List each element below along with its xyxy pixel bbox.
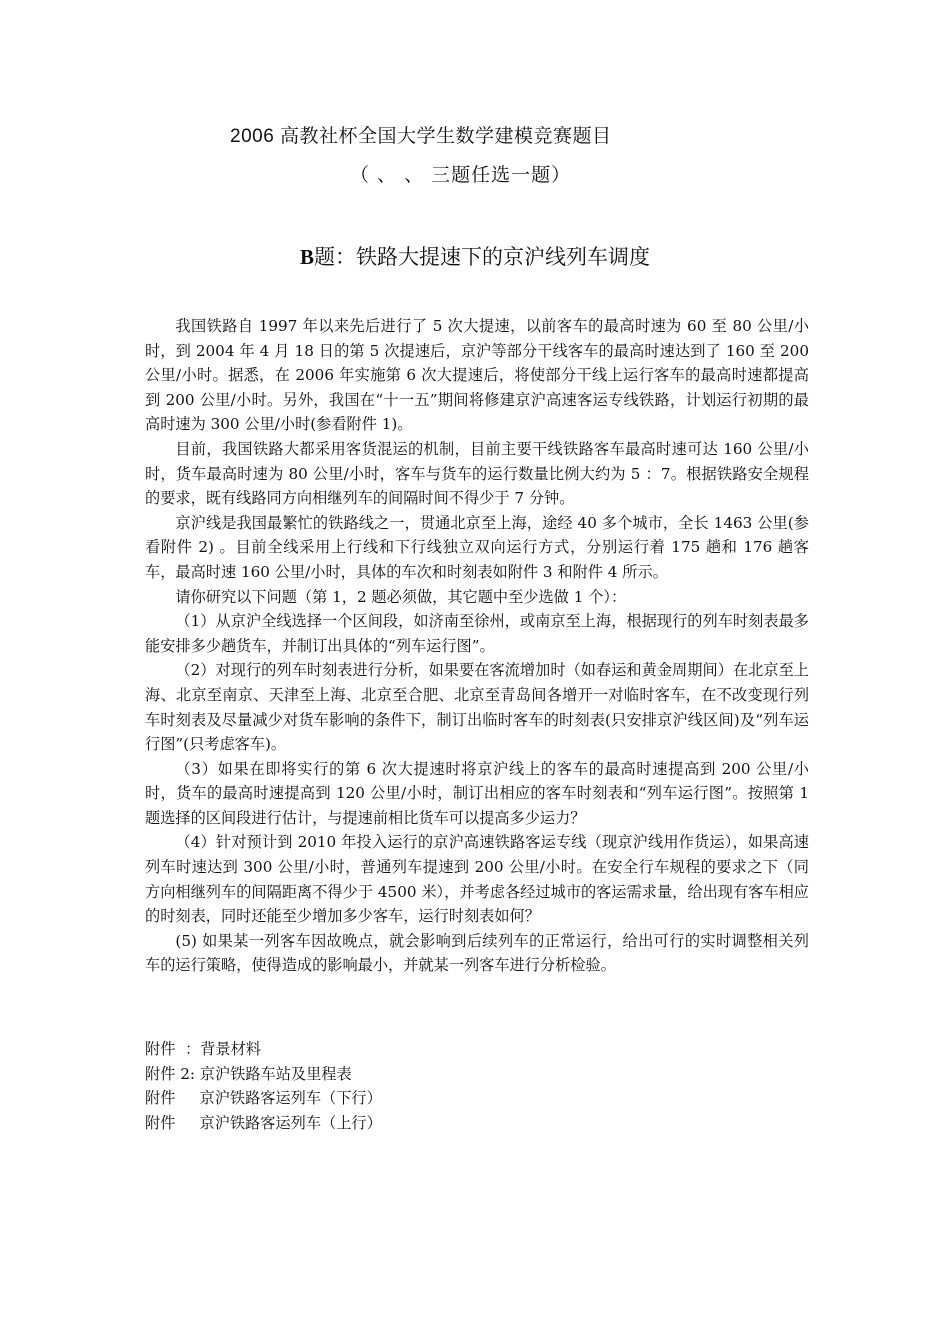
appendix-item: 附件 2: 京沪铁路车站及里程表 (145, 1064, 352, 1083)
question-1: （1）从京沪全线选择一个区间段，如济南至徐州，或南京至上海，根据现行的列车时刻表最多能安排多少趟货车，并制订出具体的“列车运行图”。 (145, 612, 809, 655)
question-5: (5) 如果某一列客车因故晚点，就会影响到后续列车的正常运行，给出可行的实时调整相关列车的运行策略，使得造成的影响最小，并就某一列客车进行分析检验。 (145, 931, 809, 975)
appendix-list (145, 1037, 382, 1136)
paragraph-intro: 我国铁路自 1997 年以来先后进行了 5 次大提速，以前客车的最高时速为 60 至 80 公里/小时，到 2004 年 4 月 18 日的第 5 次提速后，京沪等部分干线客车的最高时速达到了 160 至 200 公里/小时。据悉，在 2006 年实施第 6 次大提速后，将使部分干线上运行客车的最高时速都提高到 200 公里/小时。另外，我国在“十一五”期间将修建京沪高速客运专线铁路，计划运行初期的最高时速为 300 公里/小时(参看附件 1)。 (145, 317, 809, 434)
problem-body (145, 314, 809, 978)
question-4: （4）针对预计到 2010 年投入运行的京沪高速铁路客运专线（现京沪线用作货运），如果高速列车时速达到 300 公里/小时，普通列车提速到 200 公里/小时。在安全行车规程的要求之下（同方向相继列车的间隔距离不得少于 4500 米），并考虑各经过城市的客运需求量，给出现有客车相应的时刻表，同时还能至少增加多少客车，运行时刻表如何？ (145, 833, 809, 926)
appendix-item: 附件 京沪铁路客运列车（下行） (145, 1089, 382, 1108)
paragraph-instructions: 请你研究以下问题（第 1，2 题必须做，其它题中至少选做 1 个）： (175, 587, 627, 606)
contest-subheader: （ 、 、 三题任选一题） (350, 164, 572, 186)
appendix-item: 附件 京沪铁路客运列车（上行） (145, 1114, 382, 1133)
question-2: （2）对现行的列车时刻表进行分析，如果要在客流增加时（如春运和黄金周期间）在北京至上海、北京至南京、天津至上海、北京至合肥、北京至青岛间各增开一对临时客车，在不改变现行列车时刻表及尽量减少对货车影响的条件下，制订出临时客车的时刻表(只安排京沪线区间)及“列车运行图”(只考虑客车)。 (145, 661, 809, 754)
question-3: （3）如果在即将实行的第 6 次大提速时将京沪线上的客车的最高时速提高到 200 公里/小时，货车的最高时速提高到 120 公里/小时，制订出相应的客车时刻表和“列车运行图”。按照第 1 题选择的区间段进行估计，与提速前相比货车可以提高多少运力？ (145, 759, 809, 827)
problem-title (0, 241, 950, 271)
appendix-item: 附件 ：背景材料 (145, 1040, 261, 1058)
problem-label: B (299, 245, 314, 269)
paragraph-current-state: 目前，我国铁路大都采用客货混运的机制，目前主要干线铁路客车最高时速可达 160 公里/小时，货车最高时速为 80 公里/小时，客车与货车的运行数量比例大约为 5 ：7。根据铁路安全规程的要求，既有线路同方向相继列车的间隔时间不得少于 7 分钟。 (145, 439, 809, 508)
paragraph-jinghu-line: 京沪线是我国最繁忙的铁路线之一，贯通北京至上海，途经 40 多个城市，全长 1463 公里(参看附件 2) 。目前全线采用上行线和下行线独立双向运行方式，分别运行着 175 趟和 176 趟客车，最高时速 160 公里/小时，具体的车次和时刻表如附件 3 和附件 4 所示。 (145, 513, 809, 581)
contest-header: 2006 高教社杯全国大学生数学建模竞赛题目 (230, 126, 612, 147)
problem-title-text: 题：铁路大提速下的京沪线列车调度 (314, 245, 650, 269)
